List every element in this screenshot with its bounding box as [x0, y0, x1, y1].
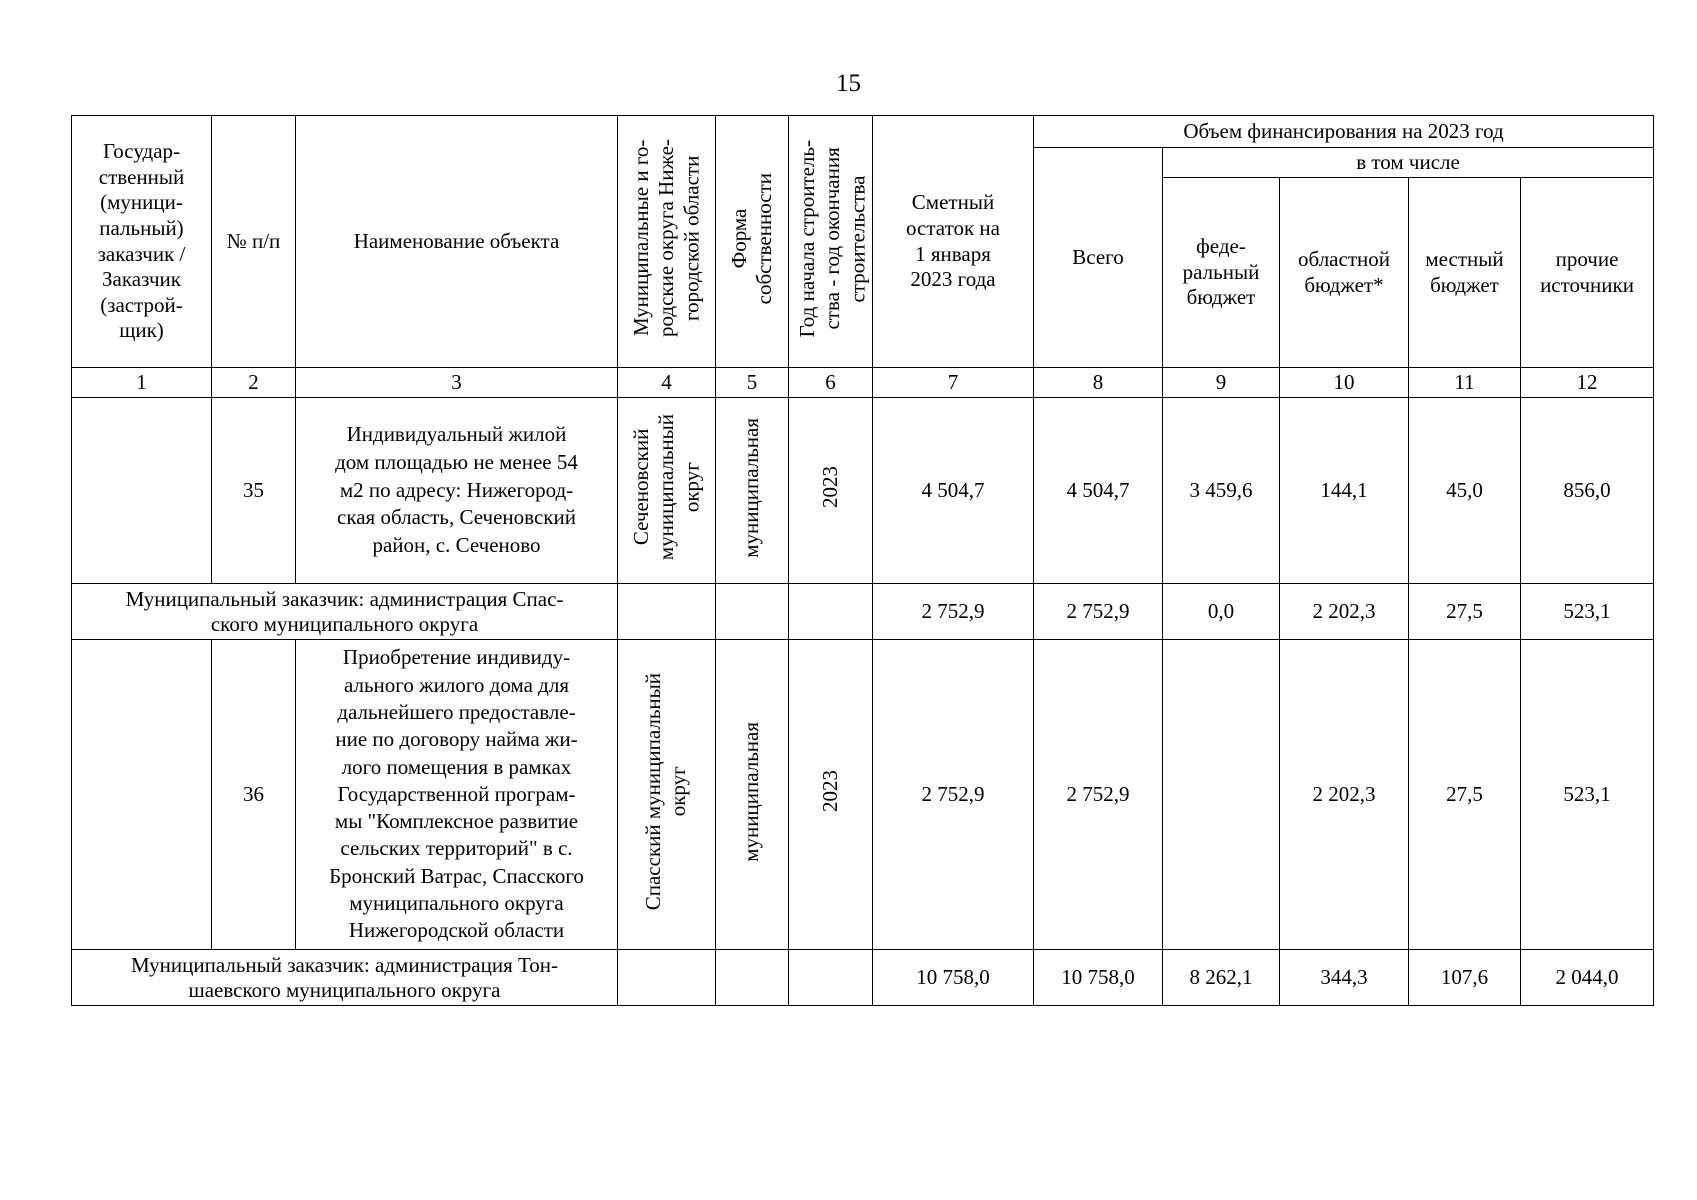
- column-number: 12: [1521, 368, 1654, 398]
- column-number: 6: [789, 368, 873, 398]
- other-value: 2 044,0: [1521, 950, 1654, 1006]
- column-number: 9: [1163, 368, 1280, 398]
- customer-subtotal-row: [72, 584, 1654, 640]
- financing-table: [71, 115, 1654, 1006]
- customer-name: Муниципальный заказчик: администрация Спас- ского муниципального округа: [72, 584, 618, 640]
- local-value: 27,5: [1409, 584, 1521, 640]
- page-number: 15: [836, 70, 861, 97]
- local-value: 45,0: [1409, 398, 1521, 584]
- column-numbers-row: [72, 368, 1654, 398]
- header-years: Год начала строитель- ства - год окончания строительства: [789, 116, 873, 368]
- header-total: Всего: [1034, 148, 1163, 368]
- balance-value: 10 758,0: [873, 950, 1034, 1006]
- header-district: Муниципальные и го- родские округа Ниже- городской области: [618, 116, 716, 368]
- object-name: Приобретение индивиду- ального жилого дома для дальнейшего предоставле- ние по договору найма жи- лого помещения в рамках Государственной програм- мы "Комплексное развитие сельских территорий" в с. Бронский Ватрас, Спасского муниципального округа Нижегородской области: [296, 640, 618, 950]
- column-number: 11: [1409, 368, 1521, 398]
- total-value: 2 752,9: [1034, 584, 1163, 640]
- column-number: 3: [296, 368, 618, 398]
- balance-value: 4 504,7: [873, 398, 1034, 584]
- header-balance: Сметный остаток на 1 января 2023 года: [873, 116, 1034, 368]
- federal-value: [1163, 640, 1280, 950]
- total-value: 4 504,7: [1034, 398, 1163, 584]
- regional-value: 344,3: [1280, 950, 1409, 1006]
- local-value: 27,5: [1409, 640, 1521, 950]
- regional-value: 144,1: [1280, 398, 1409, 584]
- header-customer: Государ- ственный (муници- пальный) заказчик / Заказчик (застрой- щик): [72, 116, 212, 368]
- header-local: местный бюджет: [1409, 178, 1521, 368]
- regional-value: 2 202,3: [1280, 640, 1409, 950]
- other-value: 856,0: [1521, 398, 1654, 584]
- federal-value: 8 262,1: [1163, 950, 1280, 1006]
- total-value: 10 758,0: [1034, 950, 1163, 1006]
- other-value: 523,1: [1521, 640, 1654, 950]
- ownership: муниципальная: [716, 398, 789, 584]
- row-number: 35: [212, 398, 296, 584]
- table-row: [72, 640, 1654, 950]
- federal-value: 3 459,6: [1163, 398, 1280, 584]
- district: Спасский муниципальный округ: [618, 640, 716, 950]
- regional-value: 2 202,3: [1280, 584, 1409, 640]
- other-value: 523,1: [1521, 584, 1654, 640]
- column-number: 5: [716, 368, 789, 398]
- column-number: 2: [212, 368, 296, 398]
- federal-value: 0,0: [1163, 584, 1280, 640]
- total-value: 2 752,9: [1034, 640, 1163, 950]
- customer-subtotal-row: [72, 950, 1654, 1006]
- year: 2023: [789, 398, 873, 584]
- local-value: 107,6: [1409, 950, 1521, 1006]
- header-including: в том числе: [1163, 148, 1654, 178]
- column-number: 1: [72, 368, 212, 398]
- customer-cell: [72, 640, 212, 950]
- row-number: 36: [212, 640, 296, 950]
- customer-cell: [72, 398, 212, 584]
- column-number: 8: [1034, 368, 1163, 398]
- header-regional: областной бюджет*: [1280, 178, 1409, 368]
- district: Сеченовский муниципальный округ: [618, 398, 716, 584]
- object-name: Индивидуальный жилой дом площадью не менее 54 м2 по адресу: Нижегород- ская область, Сеченовский район, с. Сеченово: [296, 398, 618, 584]
- header-other: прочие источники: [1521, 178, 1654, 368]
- balance-value: 2 752,9: [873, 584, 1034, 640]
- header-object-name: Наименование объекта: [296, 116, 618, 368]
- ownership: муниципальная: [716, 640, 789, 950]
- header-funding-group: Объем финансирования на 2023 год: [1034, 116, 1654, 148]
- header-number: № п/п: [212, 116, 296, 368]
- column-number: 7: [873, 368, 1034, 398]
- column-number: 10: [1280, 368, 1409, 398]
- year: 2023: [789, 640, 873, 950]
- column-number: 4: [618, 368, 716, 398]
- customer-name: Муниципальный заказчик: администрация Тон- шаевского муниципального округа: [72, 950, 618, 1006]
- balance-value: 2 752,9: [873, 640, 1034, 950]
- header-ownership: Форма собственности: [716, 116, 789, 368]
- header-federal: феде- ральный бюджет: [1163, 178, 1280, 368]
- table-row: [72, 398, 1654, 584]
